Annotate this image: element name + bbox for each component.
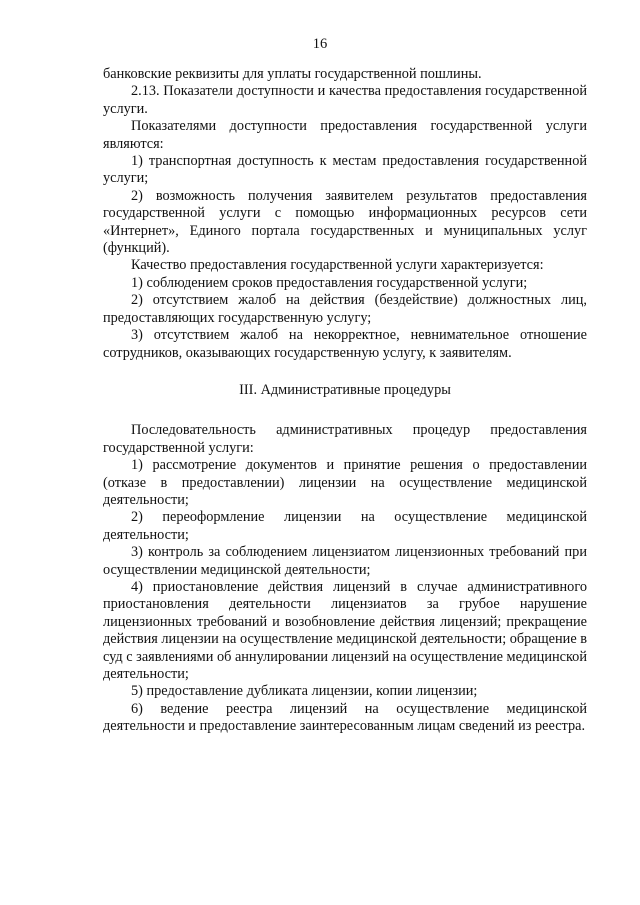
document-body xyxy=(103,66,587,736)
list-item: 4) приостановление действия лицензий в случае административного приостановления деятельности лицензиатов за грубое нарушение лицензионных требований и возобновление действия лицензий; прекращение действия лицензии на осуществление медицинской деятельности; обращение в суд с заявлениями об аннулировании лицензий на осуществление медицинской деятельности; xyxy=(103,578,587,682)
paragraph: 2.13. Показатели доступности и качества предоставления государственной услуги. xyxy=(103,83,587,117)
list-item: 1) соблюдением сроков предоставления государственной услуги; xyxy=(131,274,528,291)
list-item: 3) отсутствием жалоб на некорректное, невнимательное отношение сотрудников, оказывающих государственную услугу, к заявителям. xyxy=(103,327,587,361)
paragraph: Последовательность административных процедур предоставления государственной услуги: xyxy=(103,422,587,456)
list-item: 2) переоформление лицензии на осуществление медицинской деятельности; xyxy=(103,509,587,543)
list-item: 1) транспортная доступность к местам предоставления государственной услуги; xyxy=(103,153,587,187)
page-number: 16 xyxy=(312,36,328,52)
paragraph: Показателями доступности предоставления государственной услуги являются: xyxy=(103,118,587,152)
list-item: 1) рассмотрение документов и принятие решения о предоставлении (отказе в предоставлении) лицензии на осуществление медицинской деятельности; xyxy=(103,457,587,508)
list-item: 2) отсутствием жалоб на действия (бездействие) должностных лиц, предоставляющих государственную услугу; xyxy=(103,292,587,326)
paragraph: банковские реквизиты для уплаты государственной пошлины. xyxy=(103,66,482,82)
list-item: 3) контроль за соблюдением лицензиатом лицензионных требований при осуществлении медицинской деятельности; xyxy=(103,544,587,578)
paragraph: Качество предоставления государственной услуги характеризуется: xyxy=(131,257,544,274)
list-item: 5) предоставление дубликата лицензии, копии лицензии; xyxy=(131,683,478,700)
list-item: 6) ведение реестра лицензий на осуществление медицинской деятельности и предоставление заинтересованным лицам сведений из реестра. xyxy=(103,700,587,735)
section-heading: III. Административные процедуры xyxy=(239,381,451,398)
list-item: 2) возможность получения заявителем результатов предоставления государственной услуги с помощью информационных ресурсов сети «Интернет», Единого портала государственных и муниципальных услуг (функций). xyxy=(103,187,587,257)
